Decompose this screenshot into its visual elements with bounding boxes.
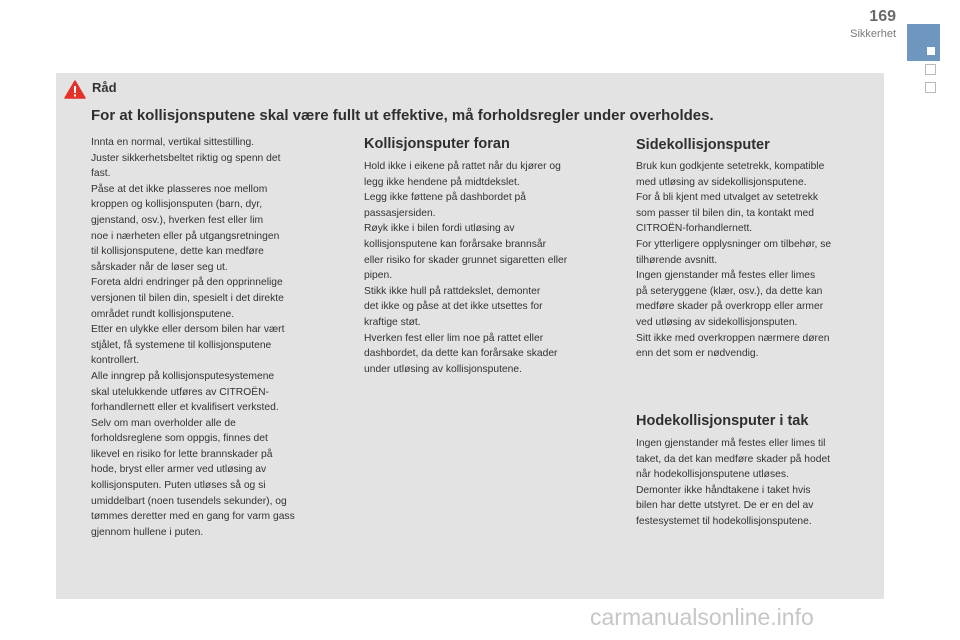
front-airbags-heading: Kollisjonsputer foran [364,136,510,152]
chapter-tab-marker [927,47,935,55]
panel-heading: Råd [92,80,117,95]
curtain-airbags-text: Ingen gjenstander må festes eller limes til taket, da det kan medføre skader på hodet når hodekollisjonsputene utløses. Demonter ikke håndtakene i taket hvis bilen har dette utstyret. De er en del av festesystemet til hodekollisjonsputene. [636,438,831,527]
side-airbags-text: Bruk kun godkjente setetrekk, kompatible med utløsing av sidekollisjonsputene. For å bli kjent med utvalget av setetrekk som passer til bilen din, ta kontakt med CITROËN-forhandlernett. For ytterligere opplysninger om tilbehør, se tilhørende avsnitt. Ingen gjenstander må festes eller limes på seteryggene (klær, osv.), da dette kan medføre skader på overkropp eller armer ved utløsing av sidekollisjonsputen. Sitt ikke med overkroppen nærmere døren enn det som er nødvendig. [636,161,832,360]
section-label: Sikkerhet [850,28,896,40]
left-column-text: Innta en normal, vertikal sittestilling. Juster sikkerhetsbeltet riktig og spenn det fast. Påse at det ikke plasseres noe mellom kroppen og kollisjonsputen (barn, dyr, gjenstand, osv.), hverken fest eller lim noe i nærheten eller på utgangsretningen til kollisjonsputene, dette kan medføre sårskader når de løser seg ut. Foreta aldri endringer på den opprinnelige versjonen til bilen din, spesielt i det direkte området rundt kollisjonsputene. Etter en ulykke eller dersom bilen har vært stjålet, få systemene til kollisjonsputene kontrollert. Alle inngrep på kollisjonsputesystemene skal utelukkende utføres av CITROËN- forhandlernett eller et kvalifisert verksted. Selv om man overholder alle de forholdsreglene som oppgis, finnes det likevel en risiko for lette brannskader på hode, bryst eller armer ved utløsing av kollisjonsputen. Puten utløses så og si umiddelbart (noen tusendels sekunder), og tømmes deretter med en gang for varm gass gjennom hullene i puten. [91,137,295,538]
curtain-airbags-heading: Hodekollisjonsputer i tak [636,413,809,429]
warning-icon [64,80,86,99]
watermark: carmanualsonline.info [590,604,814,630]
side-airbags-heading: Sidekollisjonsputer [636,137,770,153]
page-number: 169 [869,8,896,25]
nav-box-2 [925,82,936,93]
panel-title: For at kollisjonsputene skal være fullt ut effektive, må forholdsregler under overholdes. [91,107,714,124]
chapter-tab [907,24,940,61]
front-airbags-text: Hold ikke i eikene på rattet når du kjører og legg ikke hendene på midtdekslet. Legg ikke føttene på dashbordet på passasjersiden. Røyk ikke i bilen fordi utløsing av kollisjonsputene kan forårsake brannsår eller risiko for skader grunnet sigaretten eller pipen. Stikk ikke hull på rattdekslet, demonter det ikke og påse at det ikke utsettes for kraftige støt. Hverken fest eller lim noe på rattet eller dashbordet, da dette kan forårsake skader under utløsing av kollisjonsputene. [364,161,568,375]
nav-box-1 [925,64,936,75]
